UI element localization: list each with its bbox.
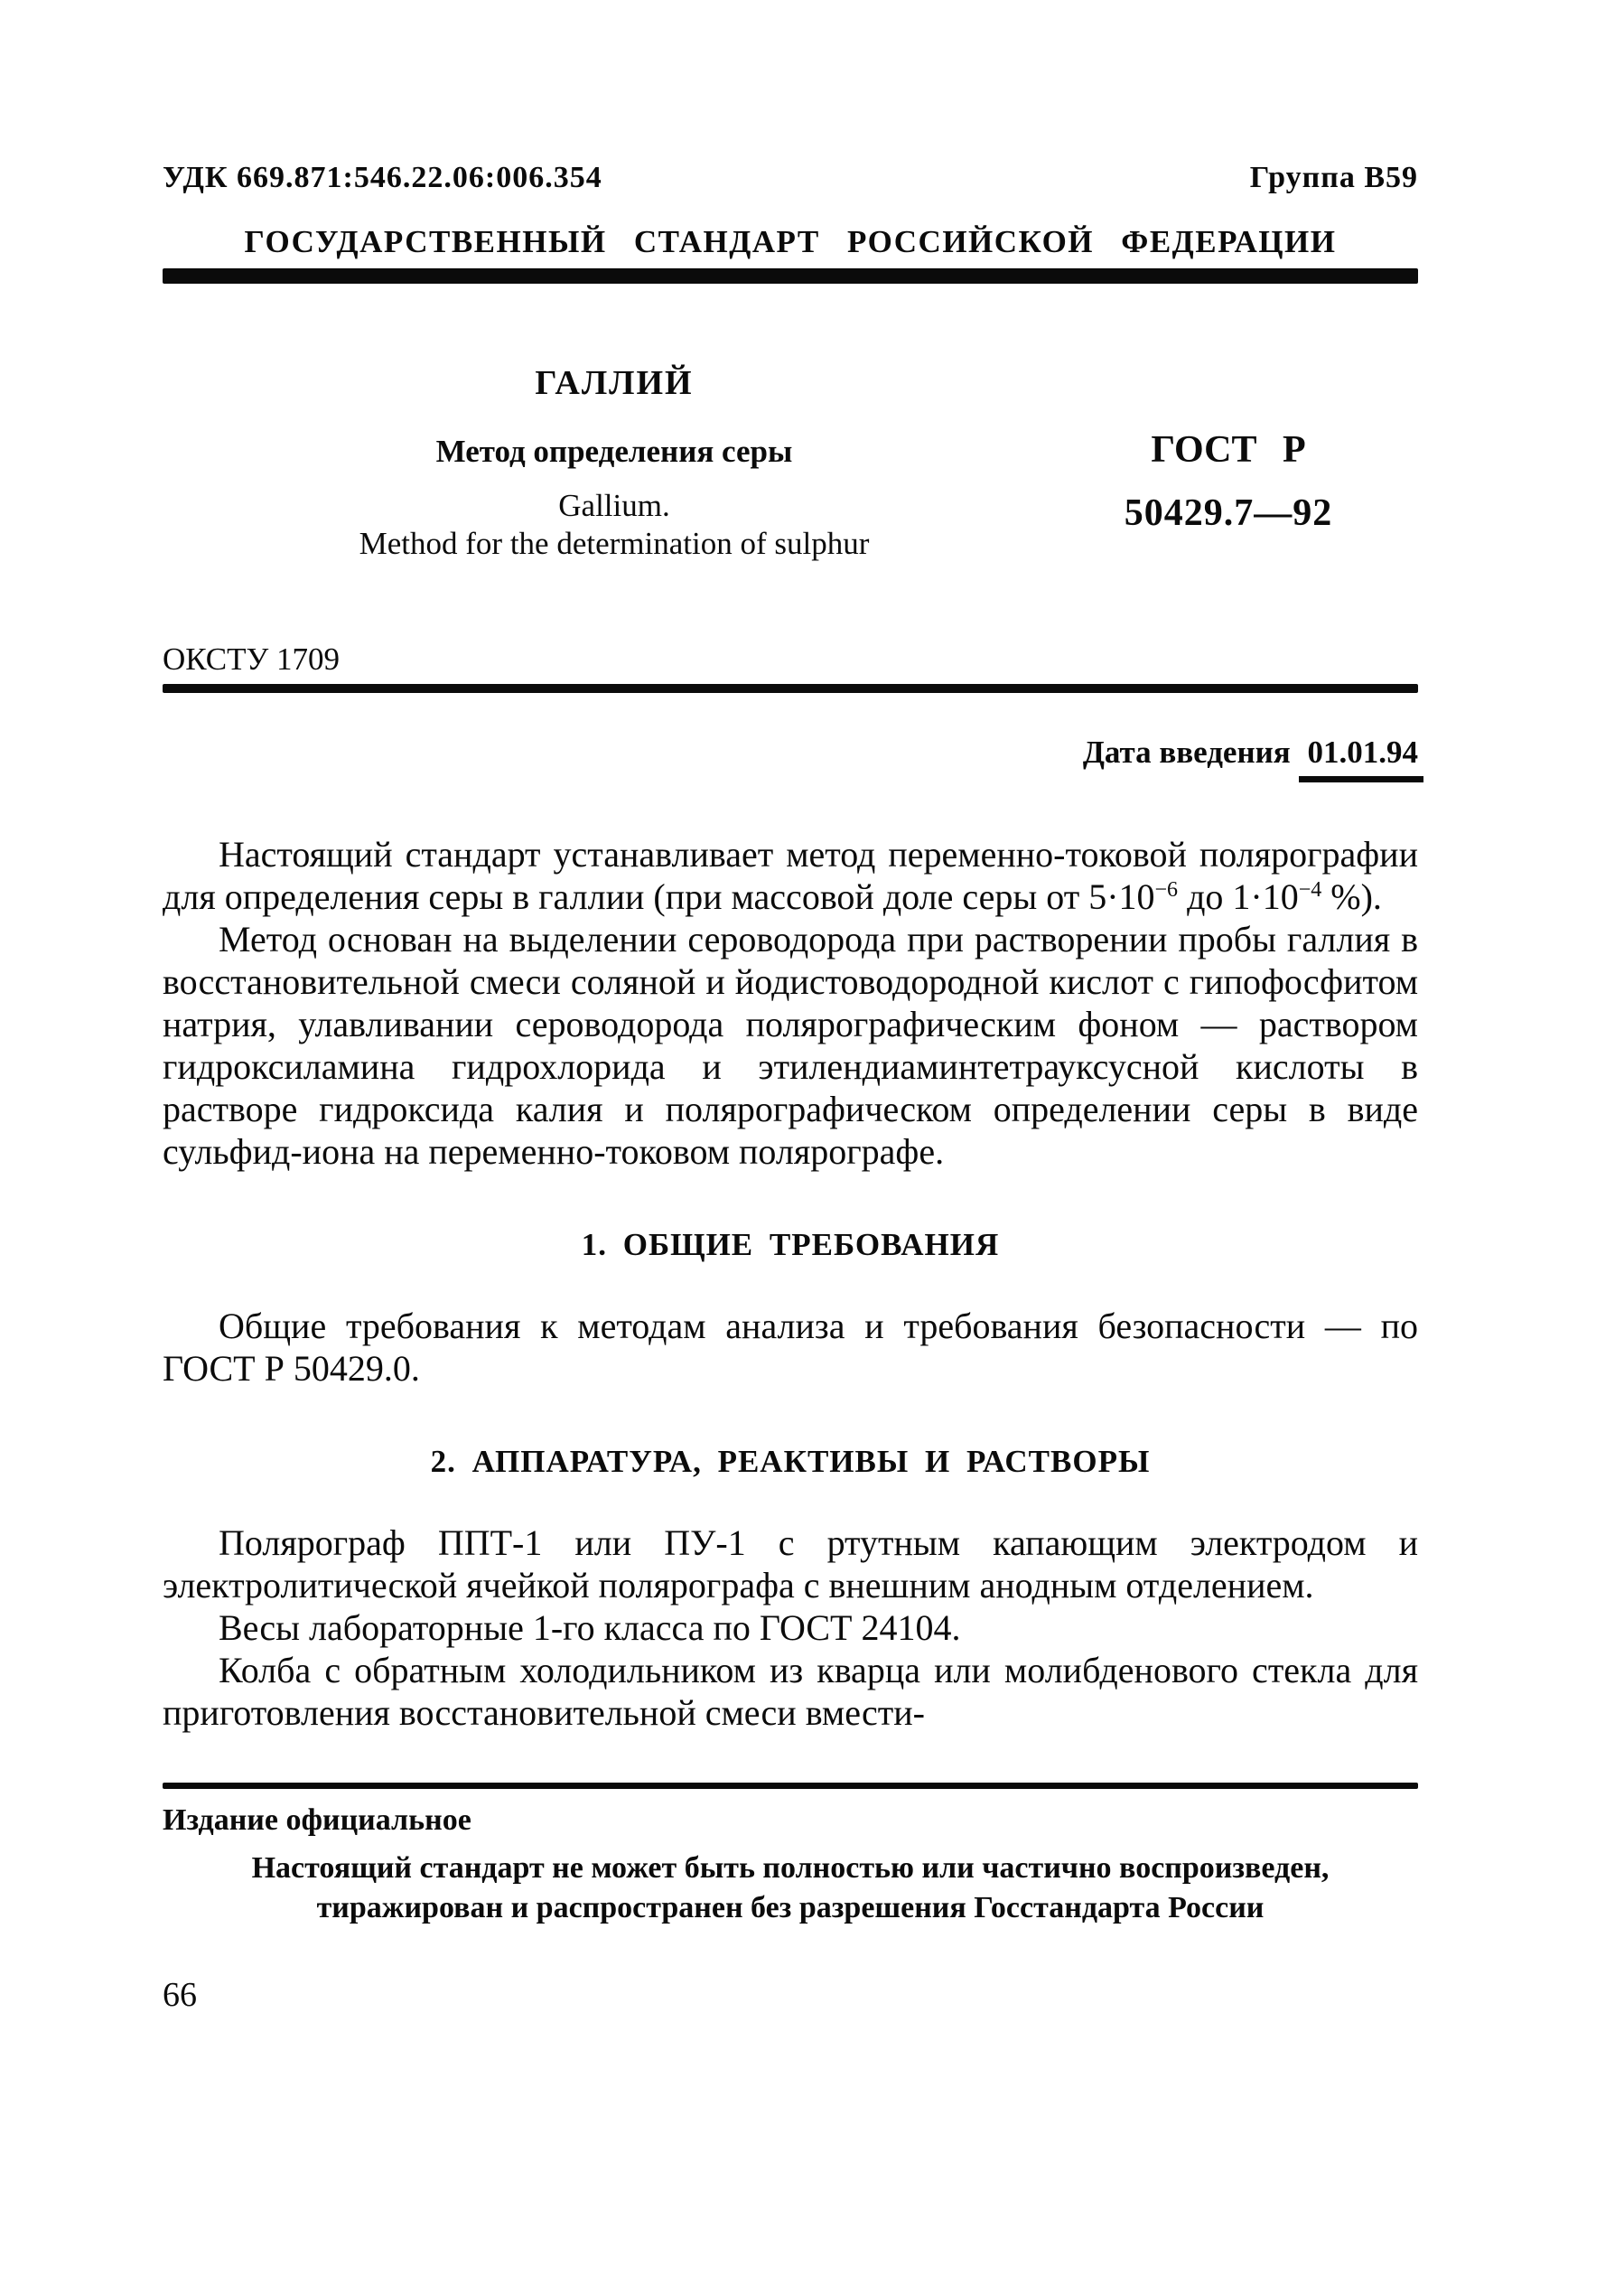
effective-date-label: Дата введения	[1082, 735, 1291, 770]
document-content	[163, 161, 1418, 2015]
section-1-heading: 1. ОБЩИЕ ТРЕБОВАНИЯ	[581, 1227, 1000, 1262]
title-block	[163, 363, 1418, 561]
official-edition-label: Издание официальное	[163, 1803, 471, 1837]
intro-p1-exponent2: −4	[1298, 878, 1322, 902]
section-2-paragraph-1: Полярограф ППТ-1 или ПУ-1 с ртутным капающим электродом и электролитической ячейкой полярографа с внешним анодным отделением.	[163, 1522, 1418, 1606]
section-2-paragraph-3: Колба с обратным холодильником из кварца или молибденового стекла для приготовления восстановительной смеси вмести-	[163, 1650, 1418, 1733]
divider-rule	[163, 684, 1418, 693]
title-left-column	[163, 363, 1066, 562]
state-standard-heading: ГОСУДАРСТВЕННЫЙ СТАНДАРТ РОССИЙСКОЙ ФЕДЕРАЦИИ	[244, 224, 1337, 259]
page-number: 66	[163, 1976, 197, 2014]
okstu-code: ОКСТУ 1709	[163, 641, 341, 677]
section-2-heading: 2. АППАРАТУРА, РЕАКТИВЫ И РАСТВОРЫ	[430, 1444, 1151, 1479]
intro-p1-text1: Настоящий стандарт устанавливает метод переменно-токовой полярографии для определения серы в галлии (при массовой доле серы от 5·10	[163, 834, 1418, 917]
designation-line2: 50429.7—92	[1124, 492, 1333, 534]
header-rule-bar	[163, 268, 1418, 284]
section-1-paragraph-1: Общие требования к методам анализа и требования безопасности — по ГОСТ Р 50429.0.	[163, 1306, 1418, 1389]
designation-line1: ГОСТ Р	[1151, 429, 1306, 471]
effective-date-value: 01.01.94	[1299, 735, 1424, 782]
group-code: Группа В59	[1249, 161, 1418, 194]
document-title: ГАЛЛИЙ	[535, 364, 694, 402]
standard-designation	[1039, 428, 1418, 535]
section-2-paragraph-2: Весы лабораторные 1-го класса по ГОСТ 24104.	[219, 1607, 961, 1648]
intro-paragraph-2: Метод основан на выделении сероводорода при растворении пробы галлия в восстановительной смеси соляной и йодистоводородной кислот с гипофосфитом натрия, улавливании сероводорода полярографическим фоном — раствором гидроксиламина гидрохлорида и этилендиаминтетрауксусной кислоты в растворе гидроксида калия и полярографическом определении серы в виде сульфид-иона на переменно-токовом полярографе.	[163, 919, 1418, 1172]
intro-p1-text3: %).	[1321, 876, 1382, 917]
document-subtitle-ru: Метод определения серы	[435, 434, 793, 469]
document-subtitle-en-line1: Gallium.	[558, 488, 670, 523]
copyright-notice: Настоящий стандарт не может быть полностью или частично воспроизведен, тиражирован и распространен без разрешения Госстандарта России	[251, 1851, 1330, 1924]
document-subtitle-en-line2: Method for the determination of sulphur	[359, 526, 870, 561]
effective-date-line	[163, 735, 1418, 782]
footnote-rule	[163, 1783, 1418, 1789]
top-header-row	[163, 161, 1418, 195]
intro-paragraph-1	[163, 833, 1418, 918]
intro-p1-text2: до 1·10	[1178, 876, 1299, 917]
udk-code: УДК 669.871:546.22.06:006.354	[163, 161, 602, 194]
intro-p1-exponent1: −6	[1154, 878, 1179, 902]
